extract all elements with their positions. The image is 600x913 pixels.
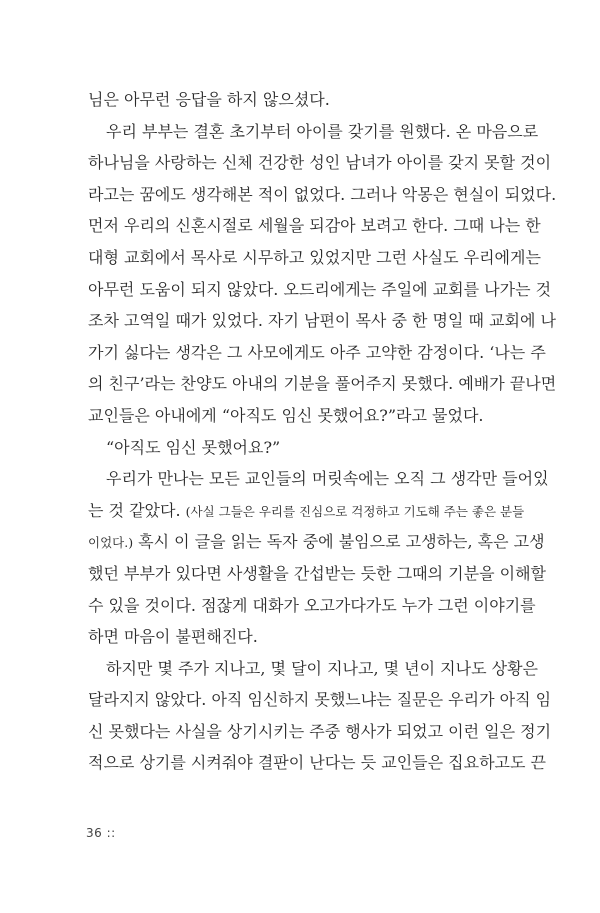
text-line: 우리 부부는 결혼 초기부터 아이를 갖기를 원했다. 온 마음으로 bbox=[106, 121, 539, 141]
text-line: “아직도 임신 못했어요?” bbox=[106, 437, 281, 457]
text-segment: 혹시 이 글을 읽는 독자 중에 불임으로 고생하는, 혹은 고생 bbox=[138, 532, 545, 552]
text-line: 의 친구’라는 찬양도 아내의 기분을 풀어주지 못했다. 예배가 끝나면 bbox=[88, 374, 557, 394]
text-line: 가기 싫다는 생각은 그 사모에게도 아주 고약한 감정이다. ‘나는 주 bbox=[88, 342, 546, 362]
text-line: 교인들은 아내에게 “아직도 임신 못했어요?”라고 물었다. bbox=[88, 405, 484, 425]
text-line: 님은 아무런 응답을 하지 않으셨다. bbox=[88, 90, 330, 109]
text-segment: 는 것 같았다. bbox=[88, 500, 181, 520]
text-line: 대형 교회에서 목사로 시무하고 있었지만 그런 사실도 우리에게는 bbox=[88, 247, 541, 267]
text-line: 적으로 상기를 시켜줘야 결판이 난다는 듯 교인들은 집요하고도 끈 bbox=[88, 753, 547, 773]
text-line: 했던 부부가 있다면 사생활을 간섭받는 듯한 그때의 기분을 이해할 bbox=[88, 563, 547, 583]
parenthetical-note-end: 이었다.) bbox=[88, 535, 134, 551]
text-line bbox=[88, 526, 545, 558]
text-line: 우리가 만나는 모든 교인들의 머릿속에는 오직 그 생각만 들어있 bbox=[106, 469, 549, 489]
text-line bbox=[88, 495, 525, 527]
text-line: 아무런 도움이 되지 않았다. 오드리에게는 주일에 교회를 나가는 것 bbox=[88, 279, 552, 299]
text-line: 먼저 우리의 신혼시절로 세월을 되감아 보려고 한다. 그때 나는 한 bbox=[88, 216, 541, 236]
page-number: 36 :: bbox=[86, 826, 116, 840]
text-line: 하면 마음이 불편해진다. bbox=[88, 627, 258, 647]
text-line: 조차 고역일 때가 있었다. 자기 남편이 목사 중 한 명일 때 교회에 나 bbox=[88, 311, 556, 331]
text-line: 하지만 몇 주가 지나고, 몇 달이 지나고, 몇 년이 지나도 상황은 bbox=[106, 658, 538, 678]
text-line: 달라지지 않았다. 아직 임신하지 못했느냐는 질문은 우리가 아직 임 bbox=[88, 690, 552, 710]
text-line: 라고는 꿈에도 생각해본 적이 없었다. 그러나 악몽은 현실이 되었다. bbox=[88, 184, 557, 204]
text-line: 수 있을 것이다. 점잖게 대화가 오고가다가도 누가 그런 이야기를 bbox=[88, 595, 536, 615]
text-line: 하나님을 사랑하는 신체 건강한 성인 남녀가 아이를 갖지 못할 것이 bbox=[88, 153, 552, 173]
parenthetical-note: (사실 그들은 우리를 진심으로 걱정하고 기도해 주는 좋은 분들 bbox=[185, 503, 525, 519]
text-line: 신 못했다는 사실을 상기시키는 주중 행사가 되었고 이런 일은 정기 bbox=[88, 721, 552, 741]
body-text bbox=[88, 84, 557, 779]
